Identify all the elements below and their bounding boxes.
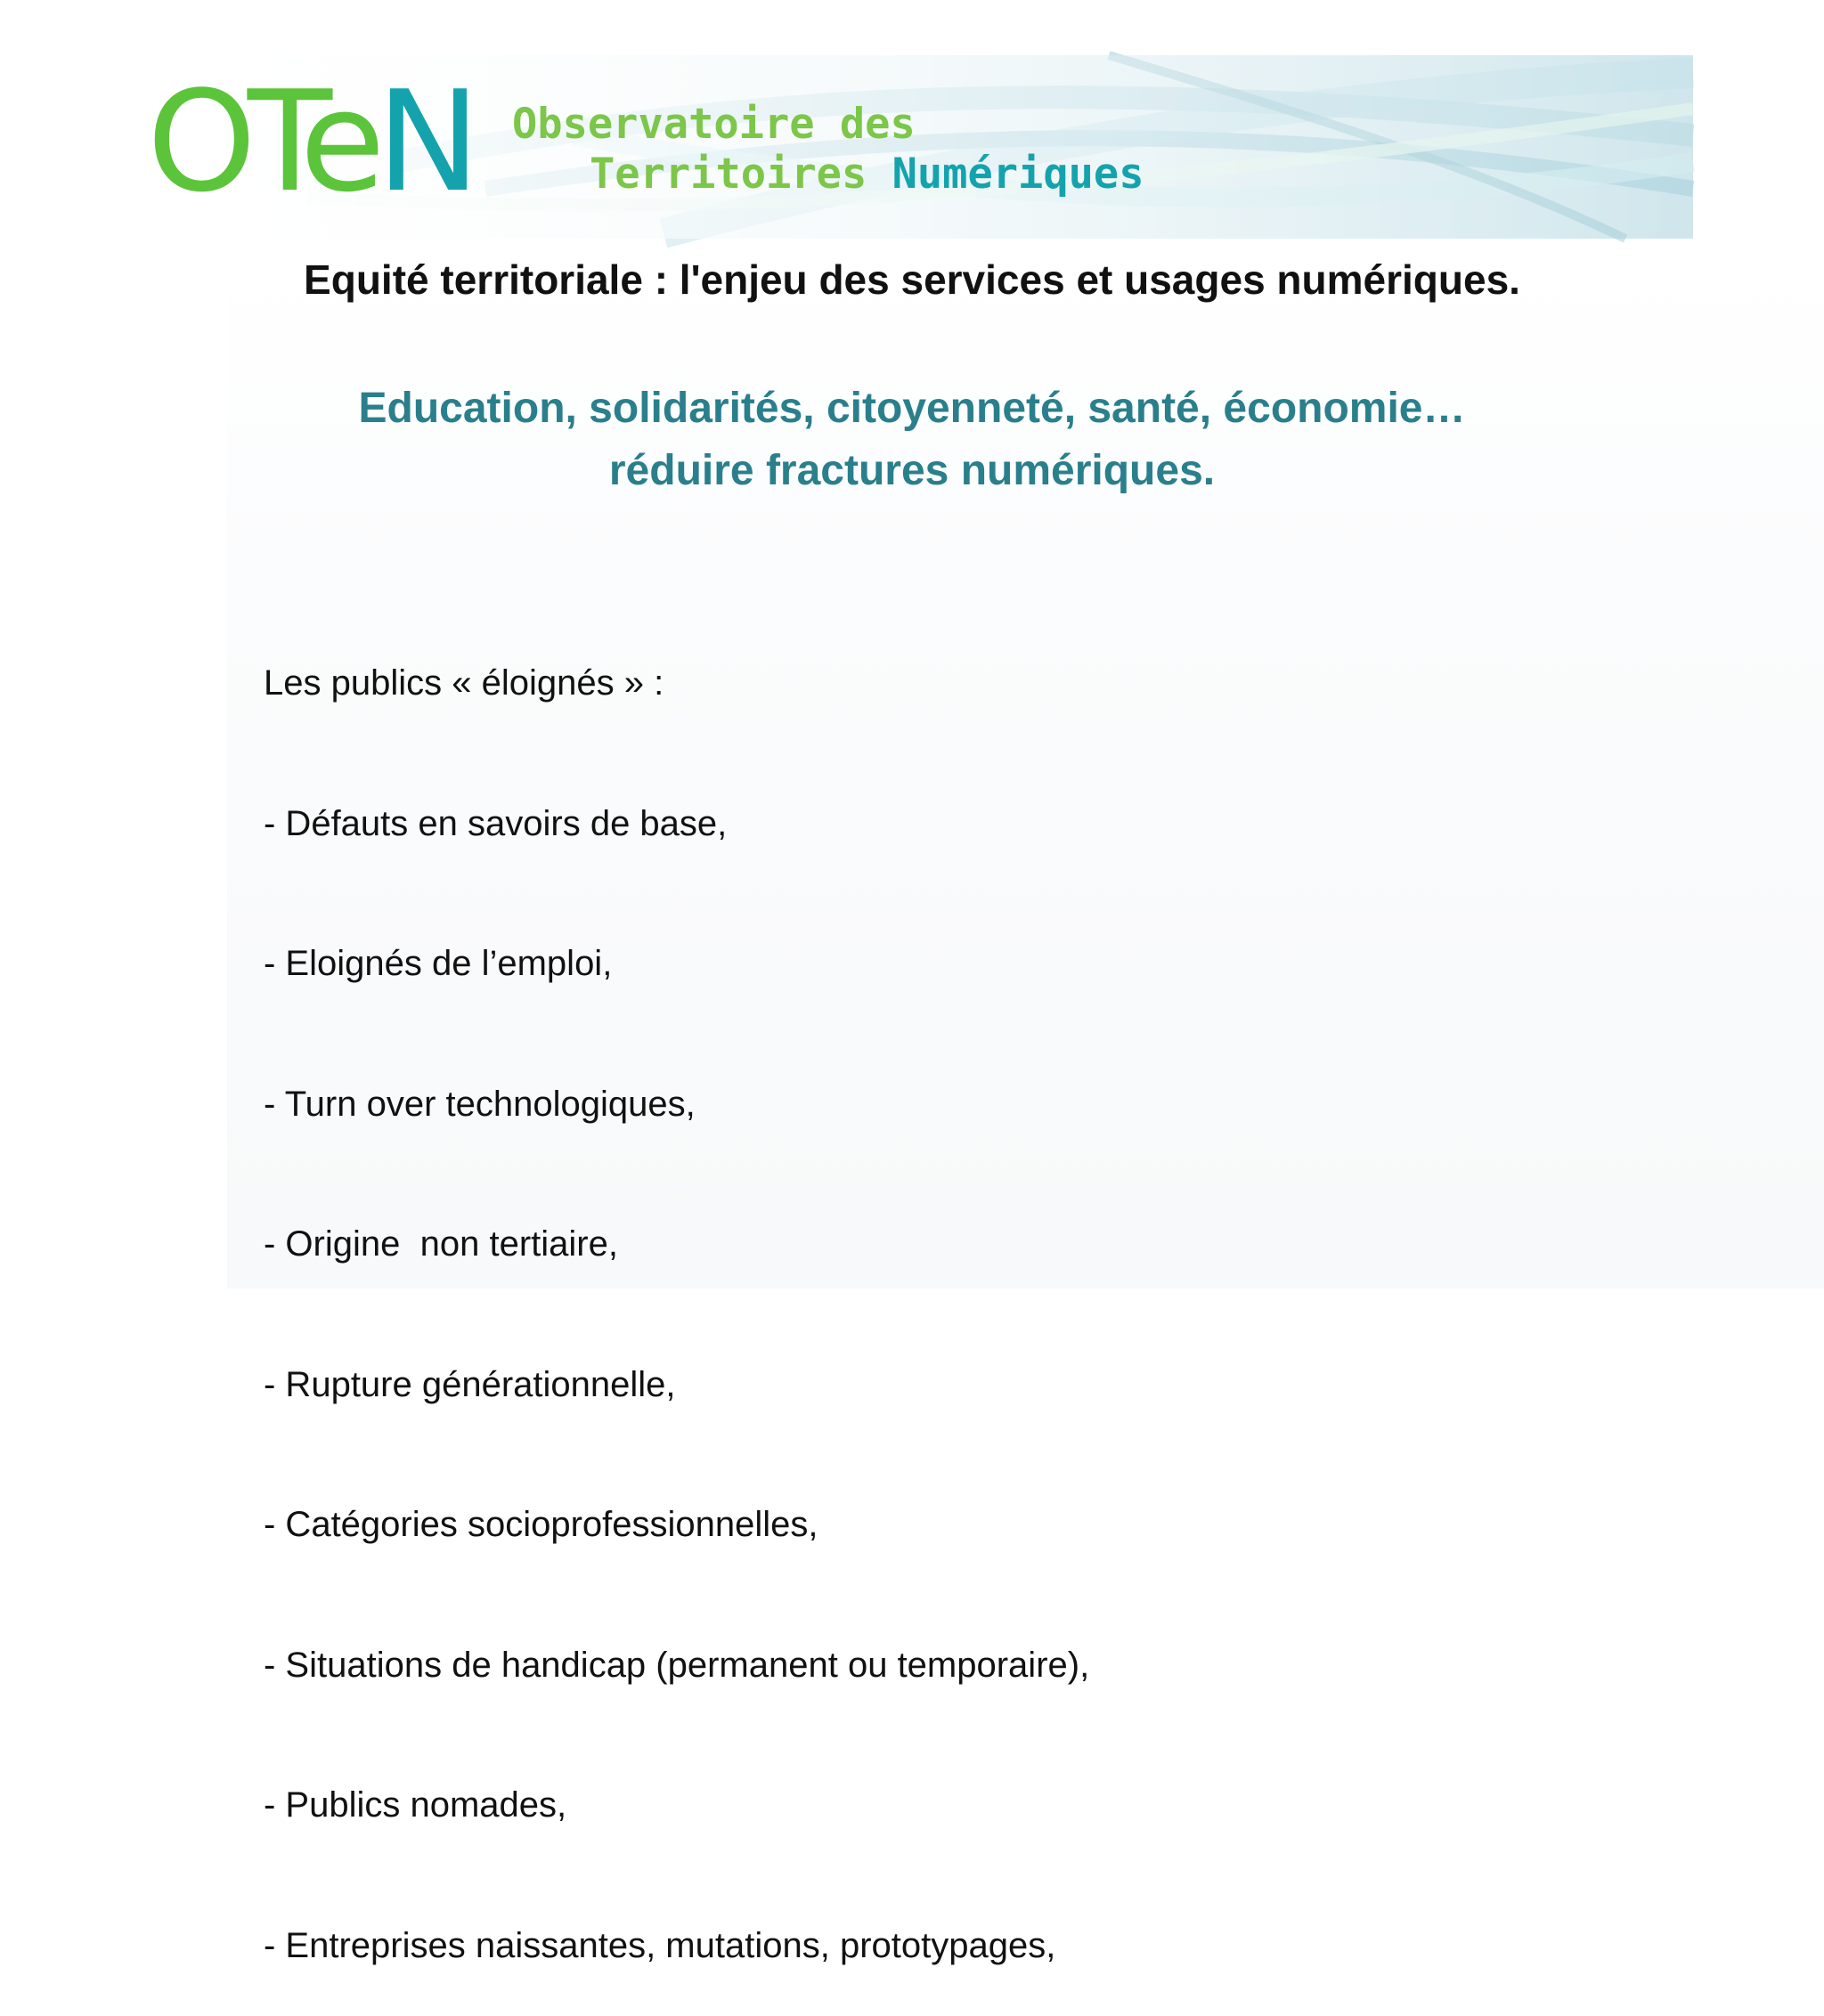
list-item: - Situations de handicap (permanent ou temporaire), (264, 1645, 1090, 1685)
list-item: - Défauts en savoirs de base, (264, 803, 728, 843)
logo-text-green: OTe (147, 61, 377, 223)
subtitle-line-2-part-1: Territoires (590, 150, 892, 199)
list-item: - Origine non tertiaire, (264, 1224, 618, 1264)
theme-block (0, 378, 1824, 502)
theme-line-1: Education, solidarités, citoyenneté, santé, économie… (358, 385, 1466, 432)
header-banner (129, 55, 1693, 239)
list-item: - Publics nomades, (264, 1785, 567, 1825)
slide-title: Equité territoriale : l'enjeu des services et usages numériques. (304, 256, 1520, 303)
list-item: - Entreprises naissantes, mutations, prototypages, (264, 1925, 1056, 1965)
publics-heading: Les publics « éloignés » : (264, 663, 664, 703)
list-item: - Rupture générationnelle, (264, 1364, 676, 1404)
subtitle-line-2 (590, 150, 1144, 199)
list-item: - Eloignés de l’emploi, (264, 944, 613, 983)
subtitle-line-2-part-2: Numériques (892, 150, 1144, 199)
logo-text-teal: N (376, 61, 472, 223)
theme-line-2: réduire fractures numériques. (608, 447, 1216, 494)
oten-logo (147, 61, 472, 223)
publics-list (264, 566, 1089, 2016)
subtitle-line-1: Observatoire des (512, 100, 916, 149)
list-item: - Catégories socioprofessionnelles, (264, 1505, 818, 1544)
list-item: - Turn over technologiques, (264, 1084, 696, 1124)
